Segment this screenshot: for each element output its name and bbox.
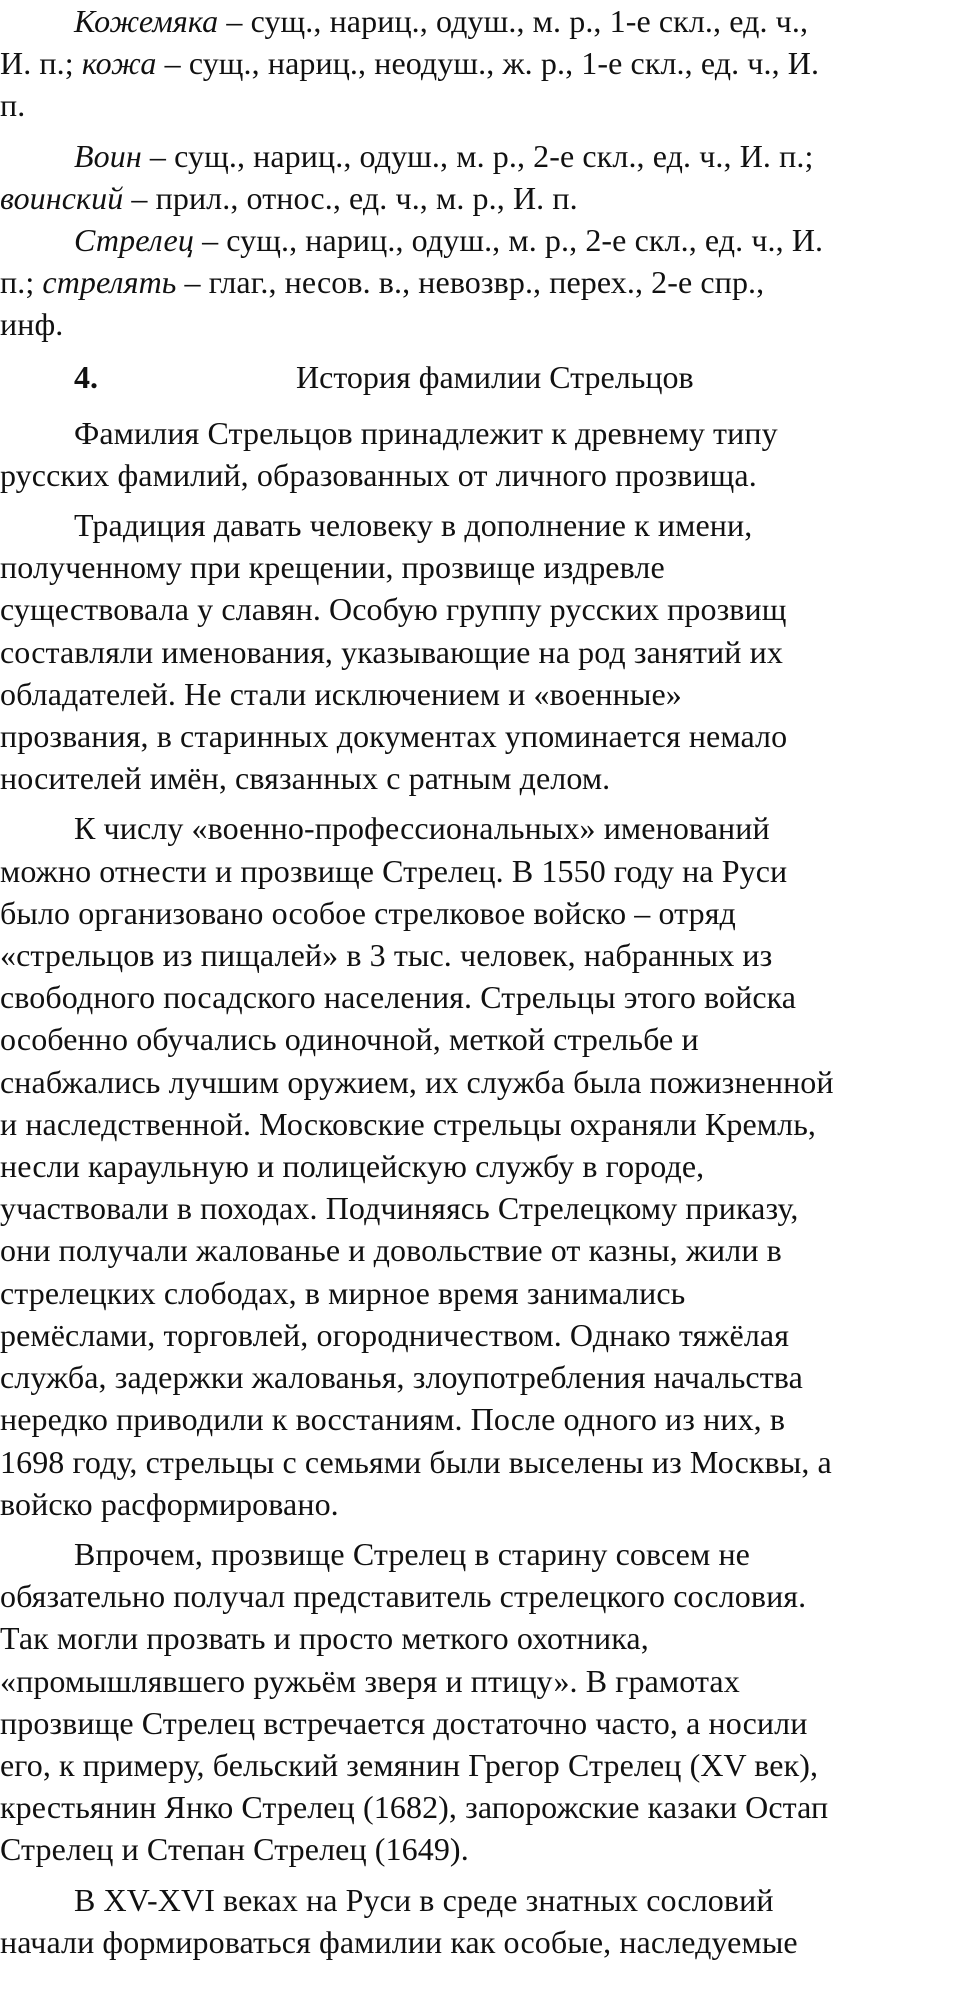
text-run: участвовали в походах. Подчиняясь Стрелецкому приказу,: [0, 1190, 799, 1227]
text-line: [0, 504, 960, 546]
text-line: [0, 454, 960, 496]
text-run: – сущ., нариц., одуш., м. р., 2-е скл., ед. ч., И. п.;: [141, 137, 814, 174]
text-line: [0, 673, 960, 715]
text-run: обязательно получал представитель стрелецкого сословия.: [0, 1578, 807, 1615]
text-line: [0, 546, 960, 588]
text-line: [0, 84, 960, 126]
text-line: [0, 1145, 960, 1187]
section-number: 4.: [74, 358, 98, 395]
text-line: [0, 1786, 960, 1828]
paragraph: [0, 1533, 960, 1871]
text-run: – прил., относ., ед. ч., м. р., И. п.: [123, 179, 578, 216]
text-run: Так могли прозвать и просто меткого охотника,: [0, 1620, 649, 1657]
text-run: прозвания, в старинных документах упоминается немало: [0, 718, 788, 755]
text-line: [0, 715, 960, 757]
text-line: [0, 1018, 960, 1060]
paragraph: [0, 0, 960, 127]
text-line: [0, 1103, 960, 1145]
italic-term: Стрелец: [74, 222, 194, 259]
text-line: [0, 42, 960, 84]
text-run: п.: [0, 87, 26, 124]
text-run: Фамилия Стрельцов принадлежит к древнему типу: [74, 414, 778, 451]
text-line: [0, 1660, 960, 1702]
italic-term: кожа: [81, 45, 157, 82]
paragraph: [0, 135, 960, 219]
text-line: [0, 631, 960, 673]
text-line: [0, 261, 960, 303]
text-run: они получали жалованье и довольствие от казны, жили в: [0, 1232, 782, 1269]
text-line: [0, 976, 960, 1018]
text-run: Стрелец и Степан Стрелец (1649).: [0, 1831, 469, 1868]
text-run: особенно обучались одиночной, меткой стрельбе и: [0, 1021, 699, 1058]
text-run: крестьянин Янко Стрелец (1682), запорожские казаки Остап: [0, 1789, 829, 1826]
text-line: [0, 1828, 960, 1870]
text-run: и наследственной. Московские стрельцы охраняли Кремль,: [0, 1105, 817, 1142]
text-line: [0, 1483, 960, 1525]
italic-term: стрелять: [42, 264, 177, 301]
text-run: – глаг., несов. в., невозвр., перех., 2-е спр.,: [176, 264, 765, 301]
text-line: [0, 1356, 960, 1398]
text-run: 1698 году, стрельцы с семьями были выселены из Москвы, а: [0, 1443, 832, 1480]
text-run: свободного посадского населения. Стрельцы этого войска: [0, 979, 797, 1016]
text-line: [0, 892, 960, 934]
text-line: [0, 1229, 960, 1271]
text-line: [0, 135, 960, 177]
text-run: было организовано особое стрелковое войско – отряд: [0, 894, 736, 931]
italic-term: воинский: [0, 179, 124, 216]
section-title: История фамилии Стрельцов: [296, 358, 694, 395]
text-line: [0, 1272, 960, 1314]
text-line: [0, 412, 960, 454]
text-line: [0, 1187, 960, 1229]
text-run: несли караульную и полицейскую службу в городе,: [0, 1148, 705, 1185]
text-line: [0, 303, 960, 345]
text-line: [0, 1575, 960, 1617]
text-run: В XV-XVI веках на Руси в среде знатных сословий: [74, 1881, 774, 1918]
text-run: снабжались лучшим оружием, их служба была пожизненной: [0, 1063, 834, 1100]
text-line: [0, 850, 960, 892]
text-run: полученному при крещении, прозвище издревле: [0, 549, 665, 586]
paragraph: [0, 504, 960, 799]
text-line: [0, 177, 960, 219]
text-line: [0, 588, 960, 630]
text-line: [0, 219, 960, 261]
paragraph: [0, 807, 960, 1524]
paragraph: [0, 219, 960, 346]
text-run: стрелецких слободах, в мирное время занимались: [0, 1274, 686, 1311]
text-run: обладателей. Не стали исключением и «военные»: [0, 675, 682, 712]
text-run: начали формироваться фамилии как особые, наследуемые: [0, 1923, 798, 1960]
text-line: [0, 1398, 960, 1440]
text-line: [0, 757, 960, 799]
text-run: составляли именования, указывающие на род занятий их: [0, 633, 783, 670]
text-run: русских фамилий, образованных от личного прозвища.: [0, 456, 757, 493]
italic-term: Кожемяка: [74, 3, 219, 39]
text-run: – сущ., нариц., одуш., м. р., 2-е скл., ед. ч., И.: [193, 222, 824, 259]
text-line: [0, 807, 960, 849]
text-run: «стрельцов из пищалей» в 3 тыс. человек, набранных из: [0, 937, 773, 974]
paragraph: [0, 412, 960, 496]
text-run: существовала у славян. Особую группу русских прозвищ: [0, 591, 787, 628]
text-run: войско расформировано.: [0, 1485, 339, 1522]
text-run: его, к примеру, бельский земянин Грегор Стрелец (XV век),: [0, 1746, 819, 1783]
text-run: прозвище Стрелец встречается достаточно часто, а носили: [0, 1704, 808, 1741]
text-line: [0, 1921, 960, 1963]
text-run: И. п.;: [0, 45, 82, 82]
section-heading: [0, 356, 960, 398]
text-line: [0, 1744, 960, 1786]
text-run: ремёслами, торговлей, огородничеством. Однако тяжёлая: [0, 1316, 790, 1353]
text-run: нередко приводили к восстаниям. После одного из них, в: [0, 1401, 786, 1438]
italic-term: Воин: [74, 137, 142, 174]
text-run: Впрочем, прозвище Стрелец в старину совсем не: [74, 1535, 750, 1572]
text-run: носителей имён, связанных с ратным делом.: [0, 760, 611, 797]
text-run: служба, задержки жалованья, злоупотребления начальства: [0, 1359, 803, 1396]
text-line: [0, 1314, 960, 1356]
text-line: [0, 1533, 960, 1575]
text-line: [0, 1061, 960, 1103]
text-run: – сущ., нариц., неодуш., ж. р., 1-е скл., ед. ч., И.: [156, 45, 820, 82]
text-run: можно отнести и прозвище Стрелец. В 1550 году на Руси: [0, 852, 788, 889]
text-run: «промышлявшего ружьём зверя и птицу». В грамотах: [0, 1662, 740, 1699]
paragraph: [0, 1879, 960, 1963]
text-line: [0, 934, 960, 976]
text-run: п.;: [0, 264, 43, 301]
text-line: [0, 1702, 960, 1744]
text-line: [0, 1441, 960, 1483]
text-run: Традиция давать человеку в дополнение к имени,: [74, 507, 753, 544]
text-run: – сущ., нариц., одуш., м. р., 1-е скл., ед. ч.,: [218, 3, 809, 39]
text-run: инф.: [0, 306, 64, 343]
text-line: [0, 1879, 960, 1921]
text-line: [0, 1617, 960, 1659]
text-run: К числу «военно-профессиональных» именований: [74, 810, 770, 847]
text-line: [0, 0, 960, 42]
